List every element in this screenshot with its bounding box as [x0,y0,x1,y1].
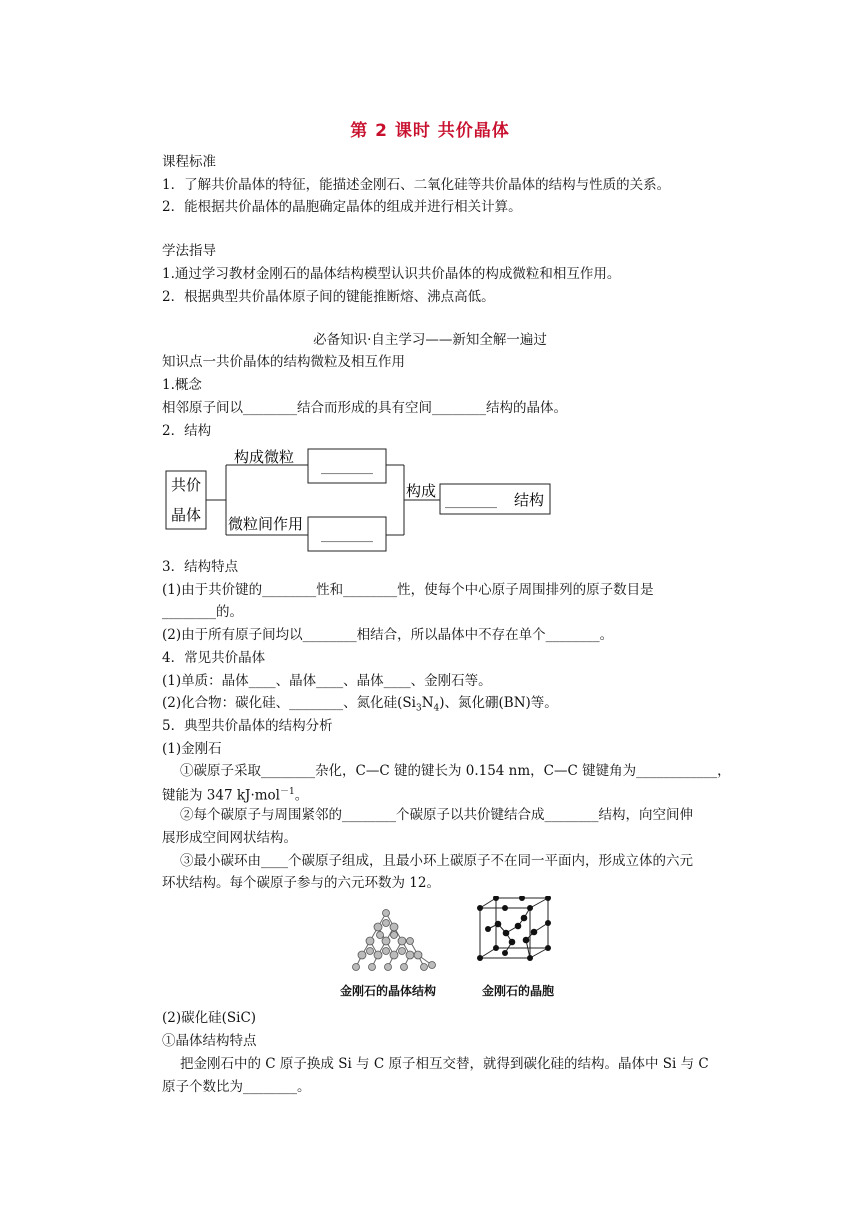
diamond-point3-line1: ③最小碳环由____个碳原子组成，且最小环上碳原子不在同一平面内，形成立体的六元 [180,853,693,869]
concept-heading: 1.概念 [162,377,202,393]
structure-diagram [158,443,560,555]
diagram-branch-top: 构成微粒 [234,448,295,466]
diagram-root-line1: 共价 [170,476,202,494]
concept-text: 相邻原子间以________结合而形成的具有空间________结构的晶体。 [162,400,567,416]
analysis-heading: 5．典型共价晶体的结构分析 [162,718,333,734]
caption-unit-cell: 金刚石的晶胞 [482,984,555,998]
method-heading: 学法指导 [162,243,216,259]
diagram-result-blank: ________ [445,494,497,509]
diamond-unit-cell-figure [468,896,560,982]
diagram-compose-label: 构成 [406,482,437,500]
sic-line1: 把金刚石中的 C 原子换成 Si 与 C 原子相互交替，就得到碳化硅的结构。晶体中 Si 与 C [180,1056,709,1072]
sic-line2: 原子个数比为________。 [162,1079,311,1095]
standard-item-1: 1．了解共价晶体的特征，能描述金刚石、二氧化硅等共价晶体的结构与性质的关系。 [162,177,671,193]
sic-heading: (2)碳化硅(SiC) [162,1010,257,1026]
diamond-point2-line2: 展形成空间网状结构。 [162,830,297,846]
diamond-point2-line1: ②每个碳原子与周围紧邻的________个碳原子以共价键结合成________结构，向空间伸 [180,807,693,823]
sic-subheading: ①晶体结构特点 [162,1033,257,1049]
diamond-point1-line1: ①碳原子采取________杂化，C—C 键的键长为 0.154 nm，C—C 键键角为____________， [180,763,731,779]
diamond-point1-line2: 键能为 347 kJ·mol$^{-1}$。 [162,787,309,804]
method-item-2: 2．根据典型共价晶体原子间的键能推断熔、沸点高低。 [162,289,495,305]
diagram-root-line2: 晶体 [170,506,202,524]
features-heading: 3．结构特点 [162,559,239,575]
features-item1-line2: ________的。 [162,604,243,620]
knowledge-point-heading: 知识点一共价晶体的结构微粒及相互作用 [162,354,405,370]
diamond-heading: (1)金刚石 [162,741,222,757]
standard-item-2: 2．能根据共价晶体的晶胞确定晶体的组成并进行相关计算。 [162,199,522,215]
diagram-branch-bottom: 微粒间作用 [228,515,304,533]
features-item2: (2)由于所有原子间均以________相结合，所以晶体中不存在单个________。 [162,627,614,643]
diamond-point3-line2: 环状结构。每个碳原子参与的六元环数为 12。 [162,875,440,891]
common-heading: 4．常见共价晶体 [162,650,266,666]
common-item2: (2)化合物：碳化硅、________、氮化硅$(Si_3N_4)$、氮化硼(BN)等。 [162,695,558,714]
diagram-blank-bottom: ________ [321,528,373,543]
section-heading: 必备知识·自主学习——新知全解一遍过 [313,332,547,348]
diamond-crystal-structure-figure [344,905,444,977]
features-item1-line1: (1)由于共价键的________性和________性，使每个中心原子周围排列的原子数目是 [162,582,654,598]
page-title: 第 2 课时 共价晶体 [350,121,510,141]
diagram-result-suffix: 结构 [514,491,545,509]
common-item1: (1)单质：晶体____、晶体____、晶体____、金刚石等。 [162,673,492,689]
standard-heading: 课程标准 [162,154,216,170]
method-item-1: 1.通过学习教材金刚石的晶体结构模型认识共价晶体的构成微粒和相互作用。 [162,266,621,282]
diagram-blank-top: ________ [321,460,373,475]
structure-heading: 2．结构 [162,423,212,439]
caption-crystal-structure: 金刚石的晶体结构 [340,984,437,998]
